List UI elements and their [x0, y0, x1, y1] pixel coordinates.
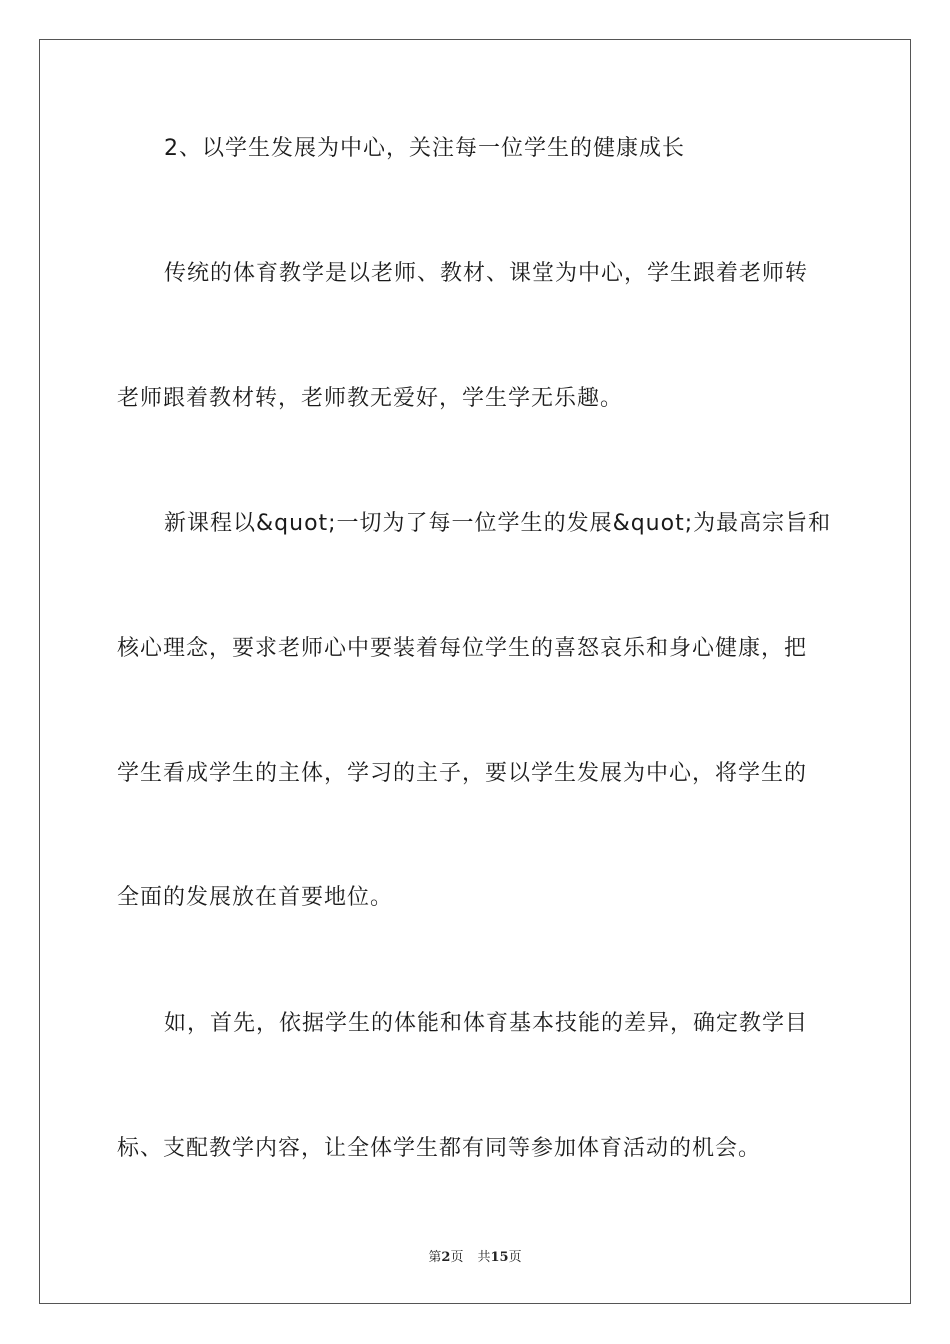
paragraph-line: 核心理念，要求老师心中要装着每位学生的喜怒哀乐和身心健康，把 [117, 636, 808, 661]
page-prefix: 第 [428, 1250, 442, 1265]
page-number: 2 [441, 1250, 451, 1265]
paragraph-line: 如，首先，依据学生的体能和体育基本技能的差异，确定教学目 [164, 1011, 809, 1036]
total-prefix: 共 [477, 1250, 491, 1265]
page-suffix: 页 [450, 1250, 464, 1265]
page-footer [0, 1246, 950, 1265]
paragraph-line: 新课程以&quot;一切为了每一位学生的发展&quot;为最高宗旨和 [164, 511, 832, 536]
paragraph-line: 传统的体育教学是以老师、教材、课堂为中心，学生跟着老师转 [164, 261, 809, 286]
paragraph-line: 老师跟着教材转，老师教无爱好，学生学无乐趣。 [117, 386, 624, 411]
paragraph-line-heading: 2、以学生发展为中心，关注每一位学生的健康成长 [164, 136, 685, 161]
paragraph-line: 全面的发展放在首要地位。 [117, 885, 394, 910]
paragraph-line: 学生看成学生的主体，学习的主子，要以学生发展为中心，将学生的 [117, 761, 808, 786]
page-border [39, 39, 911, 1304]
total-pages: 15 [490, 1250, 509, 1265]
paragraph-line: 标、支配教学内容，让全体学生都有同等参加体育活动的机会。 [117, 1136, 762, 1161]
total-suffix: 页 [508, 1250, 522, 1265]
